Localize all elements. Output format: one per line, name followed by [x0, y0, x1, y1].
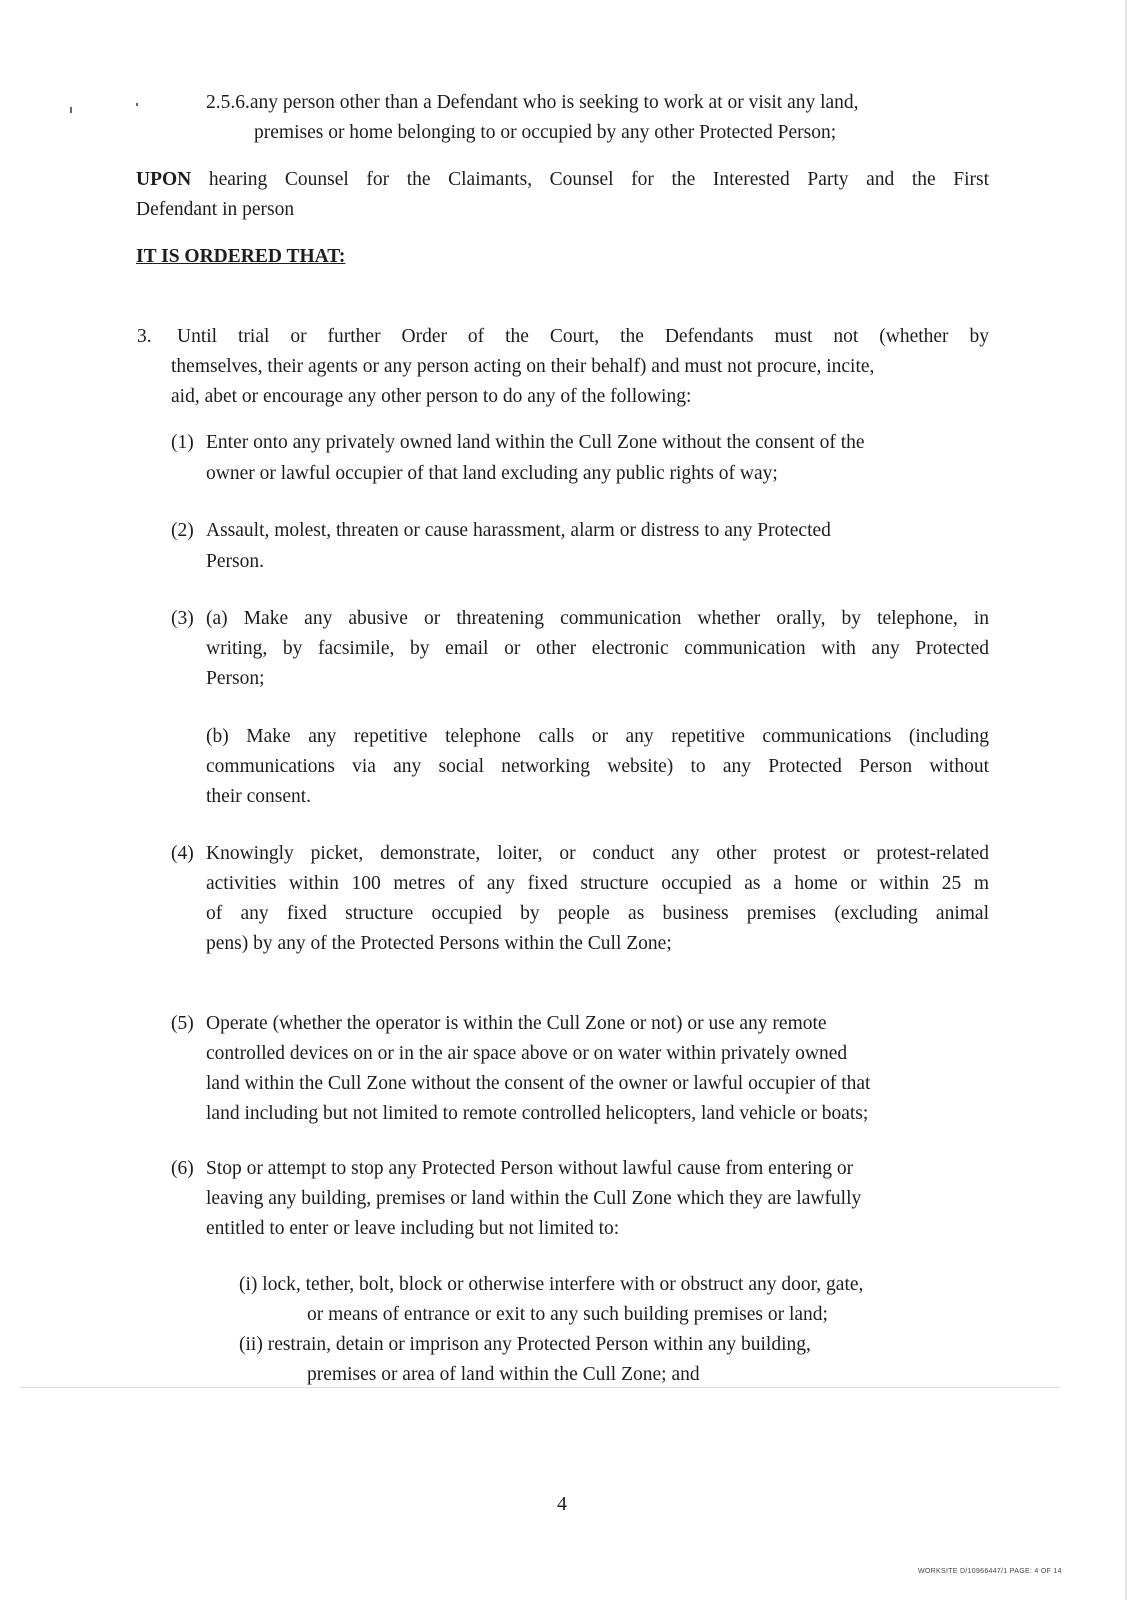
page-number: 4	[557, 1493, 567, 1515]
item-3a-line1: (a) Make any abusive or threatening communication whether orally, by telephone, in	[206, 608, 989, 629]
item-2-line1: Assault, molest, threaten or cause harassment, alarm or distress to any Protected	[206, 520, 831, 541]
item-6-line1: Stop or attempt to stop any Protected Person without lawful cause from entering or	[206, 1158, 854, 1179]
scan-speck	[70, 107, 72, 113]
item-6-line2: leaving any building, premises or land within the Cull Zone which they are lawfully	[206, 1188, 862, 1209]
item-3-number: (3)	[171, 608, 194, 629]
clause-3-number: 3.	[137, 326, 152, 347]
item-6-ii-line1: (ii) restrain, detain or imprison any Protected Person within any building,	[239, 1334, 811, 1355]
item-6-i-line1: (i) lock, tether, bolt, block or otherwise interfere with or obstruct any door, gate,	[239, 1274, 864, 1295]
item-4-line2: activities within 100 metres of any fixed structure occupied as a home or within 25 m	[206, 873, 989, 894]
upon-paragraph	[136, 165, 989, 195]
item-3b-line2: communications via any social networking website) to any Protected Person without	[206, 756, 989, 777]
scan-artifact-line	[20, 1387, 1060, 1388]
item-4-number: (4)	[171, 843, 194, 864]
clause-2-5-6-line2: premises or home belonging to or occupied by any other Protected Person;	[254, 122, 837, 143]
clause-3-line1: Until trial or further Order of the Court, the Defendants must not (whether by	[177, 326, 989, 347]
item-5-number: (5)	[171, 1013, 194, 1034]
item-2-line2: Person.	[206, 551, 264, 572]
item-5-line4: land including but not limited to remote controlled helicopters, land vehicle or boats;	[206, 1103, 869, 1124]
clause-number: 2.5.6.	[206, 92, 250, 113]
item-4-line3: of any fixed structure occupied by people as business premises (excluding animal	[206, 903, 989, 924]
item-6-ii-line2: premises or area of land within the Cull Zone; and	[307, 1364, 700, 1385]
scan-speck	[136, 103, 138, 106]
item-3b-line3: their consent.	[206, 786, 312, 807]
item-3b-line1: (b) Make any repetitive telephone calls or any repetitive communications (including	[206, 726, 989, 747]
item-1-line1: Enter onto any privately owned land within the Cull Zone without the consent of the	[206, 432, 865, 453]
item-5-line1: Operate (whether the operator is within the Cull Zone or not) or use any remote	[206, 1013, 827, 1034]
item-4-line4: pens) by any of the Protected Persons within the Cull Zone;	[206, 933, 672, 954]
upon-line2: Defendant in person	[136, 199, 295, 220]
item-6-i-line2: or means of entrance or exit to any such building premises or land;	[307, 1304, 828, 1325]
item-6-line3: entitled to enter or leave including but not limited to:	[206, 1218, 620, 1239]
item-5-line3: land within the Cull Zone without the consent of the owner or lawful occupier of that	[206, 1073, 871, 1094]
clause-3-line2: themselves, their agents or any person acting on their behalf) and must not procure, incite,	[171, 356, 875, 377]
clause-text: any person other than a Defendant who is seeking to work at or visit any land,	[249, 92, 859, 113]
item-4-line1: Knowingly picket, demonstrate, loiter, or conduct any other protest or protest-related	[206, 843, 989, 864]
item-1-number: (1)	[171, 432, 194, 453]
item-3a-line2: writing, by facsimile, by email or other electronic communication with any Protected	[206, 638, 989, 659]
document-reference: WORKSITE D/10966447/1 PAGE: 4 OF 14	[918, 1568, 1062, 1575]
clause-2-5-6	[206, 88, 859, 118]
upon-text: hearing Counsel for the Claimants, Counsel for the Interested Party and the First	[191, 169, 989, 190]
item-2-number: (2)	[171, 520, 194, 541]
scan-edge	[1125, 0, 1127, 1600]
item-1-line2: owner or lawful occupier of that land excluding any public rights of way;	[206, 463, 778, 484]
order-heading: IT IS ORDERED THAT:	[136, 246, 346, 267]
upon-keyword: UPON	[136, 169, 192, 190]
clause-3-line3: aid, abet or encourage any other person to do any of the following:	[171, 386, 692, 407]
item-3a-line3: Person;	[206, 668, 265, 689]
item-6-number: (6)	[171, 1158, 194, 1179]
item-5-line2: controlled devices on or in the air space above or on water within privately owned	[206, 1043, 848, 1064]
